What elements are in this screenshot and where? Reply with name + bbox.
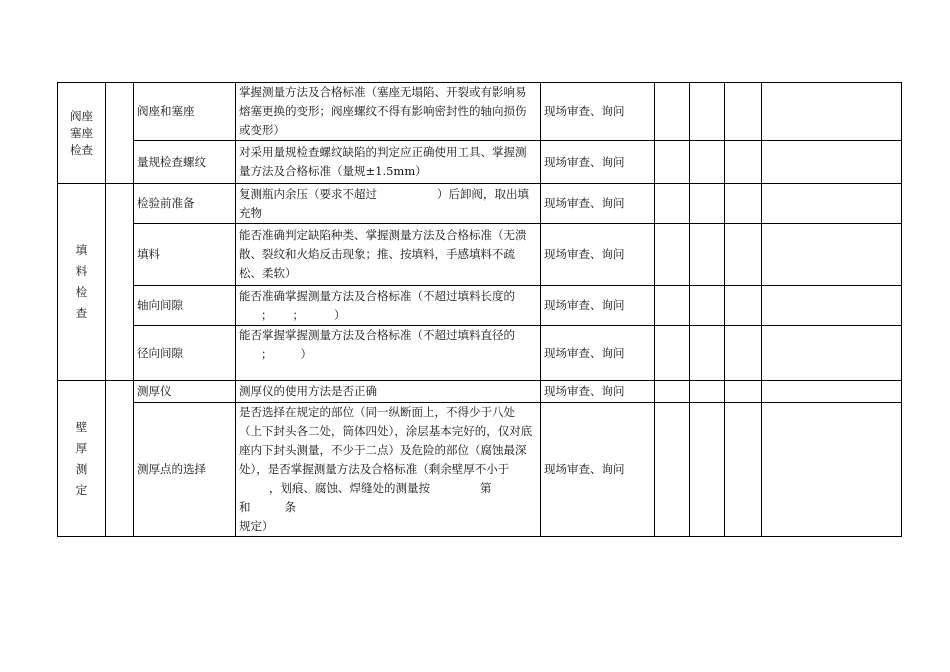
empty-cell <box>762 403 902 537</box>
empty-cell <box>690 83 725 141</box>
requirement-cell: 对采用量规检查螺纹缺陷的判定应正确使用工具、掌握测量方法及合格标准（量规±1.5mm） <box>236 141 541 184</box>
empty-cell <box>725 403 762 537</box>
requirement-cell: 能否准确判定缺陷种类、掌握测量方法及合格标准（无溃散、裂纹和火焰反击现象；推、按填料，手感填料不疏松、柔软） <box>236 224 541 286</box>
requirement-cell: 测厚仪的使用方法是否正确 <box>236 381 541 403</box>
empty-cell <box>690 184 725 224</box>
table-row <box>58 403 902 537</box>
method-cell: 现场审查、询问 <box>541 224 655 286</box>
requirement-cell: 掌握测量方法及合格标准（塞座无塌陷、开裂或有影响易熔塞更换的变形；阀座螺纹不得有影响密封性的轴向损伤或变形） <box>236 83 541 141</box>
empty-cell <box>655 381 690 403</box>
category-cell-filler: 填 料 检 查 <box>58 184 106 381</box>
inspection-checklist-table <box>57 82 902 537</box>
table-row <box>58 381 902 403</box>
empty-cell <box>762 286 902 326</box>
empty-cell <box>725 286 762 326</box>
method-cell: 现场审查、询问 <box>541 141 655 184</box>
empty-cell <box>655 83 690 141</box>
empty-cell <box>725 224 762 286</box>
empty-cell <box>690 381 725 403</box>
empty-cell <box>762 83 902 141</box>
empty-cell <box>762 224 902 286</box>
empty-cell <box>762 381 902 403</box>
empty-cell <box>655 326 690 381</box>
item-cell: 测厚点的选择 <box>134 403 236 537</box>
item-cell: 测厚仪 <box>134 381 236 403</box>
empty-cell <box>725 184 762 224</box>
item-cell: 填料 <box>134 224 236 286</box>
table-row <box>58 184 902 224</box>
empty-cell <box>690 326 725 381</box>
empty-cell <box>690 403 725 537</box>
requirement-cell: 复测瓶内余压（要求不超过 ）后卸阀，取出填充物 <box>236 184 541 224</box>
empty-cell <box>106 83 134 184</box>
table-row <box>58 141 902 184</box>
empty-cell <box>762 326 902 381</box>
method-cell: 现场审查、询问 <box>541 286 655 326</box>
method-cell: 现场审查、询问 <box>541 83 655 141</box>
table-row <box>58 326 902 381</box>
empty-cell <box>655 286 690 326</box>
empty-cell <box>725 381 762 403</box>
item-cell: 量规检查螺纹 <box>134 141 236 184</box>
empty-cell <box>725 326 762 381</box>
empty-cell <box>655 141 690 184</box>
empty-cell <box>690 224 725 286</box>
empty-cell <box>655 224 690 286</box>
requirement-cell: 能否掌握掌握测量方法及合格标准（不超过填料直径的 ； ） <box>236 326 541 381</box>
empty-cell <box>690 286 725 326</box>
empty-cell <box>725 83 762 141</box>
empty-cell <box>106 381 134 537</box>
empty-cell <box>655 403 690 537</box>
category-cell-valve-seat: 阀座 塞座 检查 <box>58 83 106 184</box>
category-cell-wall-thickness: 壁 厚 测 定 <box>58 381 106 537</box>
empty-cell <box>655 184 690 224</box>
item-cell: 阀座和塞座 <box>134 83 236 141</box>
requirement-cell: 是否选择在规定的部位（同一纵断面上，不得少于八处（上下封头各二处，筒体四处），涂层基本完好的，仅对底座内下封头测量，不少于二点）及危险的部位（腐蚀最深处），是否掌握测量方法及合格标准（剩余壁厚不小于，划痕、腐蚀、焊缝处的测量按 第和 条 规定） <box>236 403 541 537</box>
table-row <box>58 286 902 326</box>
method-cell: 现场审查、询问 <box>541 184 655 224</box>
empty-cell <box>762 184 902 224</box>
requirement-cell: 能否准确掌握测量方法及合格标准（不超过填料长度的 ； ； ） <box>236 286 541 326</box>
method-cell: 现场审查、询问 <box>541 326 655 381</box>
empty-cell <box>725 141 762 184</box>
table-row <box>58 83 902 141</box>
item-cell: 径向间隙 <box>134 326 236 381</box>
method-cell: 现场审查、询问 <box>541 381 655 403</box>
empty-cell <box>690 141 725 184</box>
item-cell: 轴向间隙 <box>134 286 236 326</box>
item-cell: 检验前准备 <box>134 184 236 224</box>
table-row <box>58 224 902 286</box>
empty-cell <box>762 141 902 184</box>
method-cell: 现场审查、询问 <box>541 403 655 537</box>
empty-cell <box>106 184 134 381</box>
